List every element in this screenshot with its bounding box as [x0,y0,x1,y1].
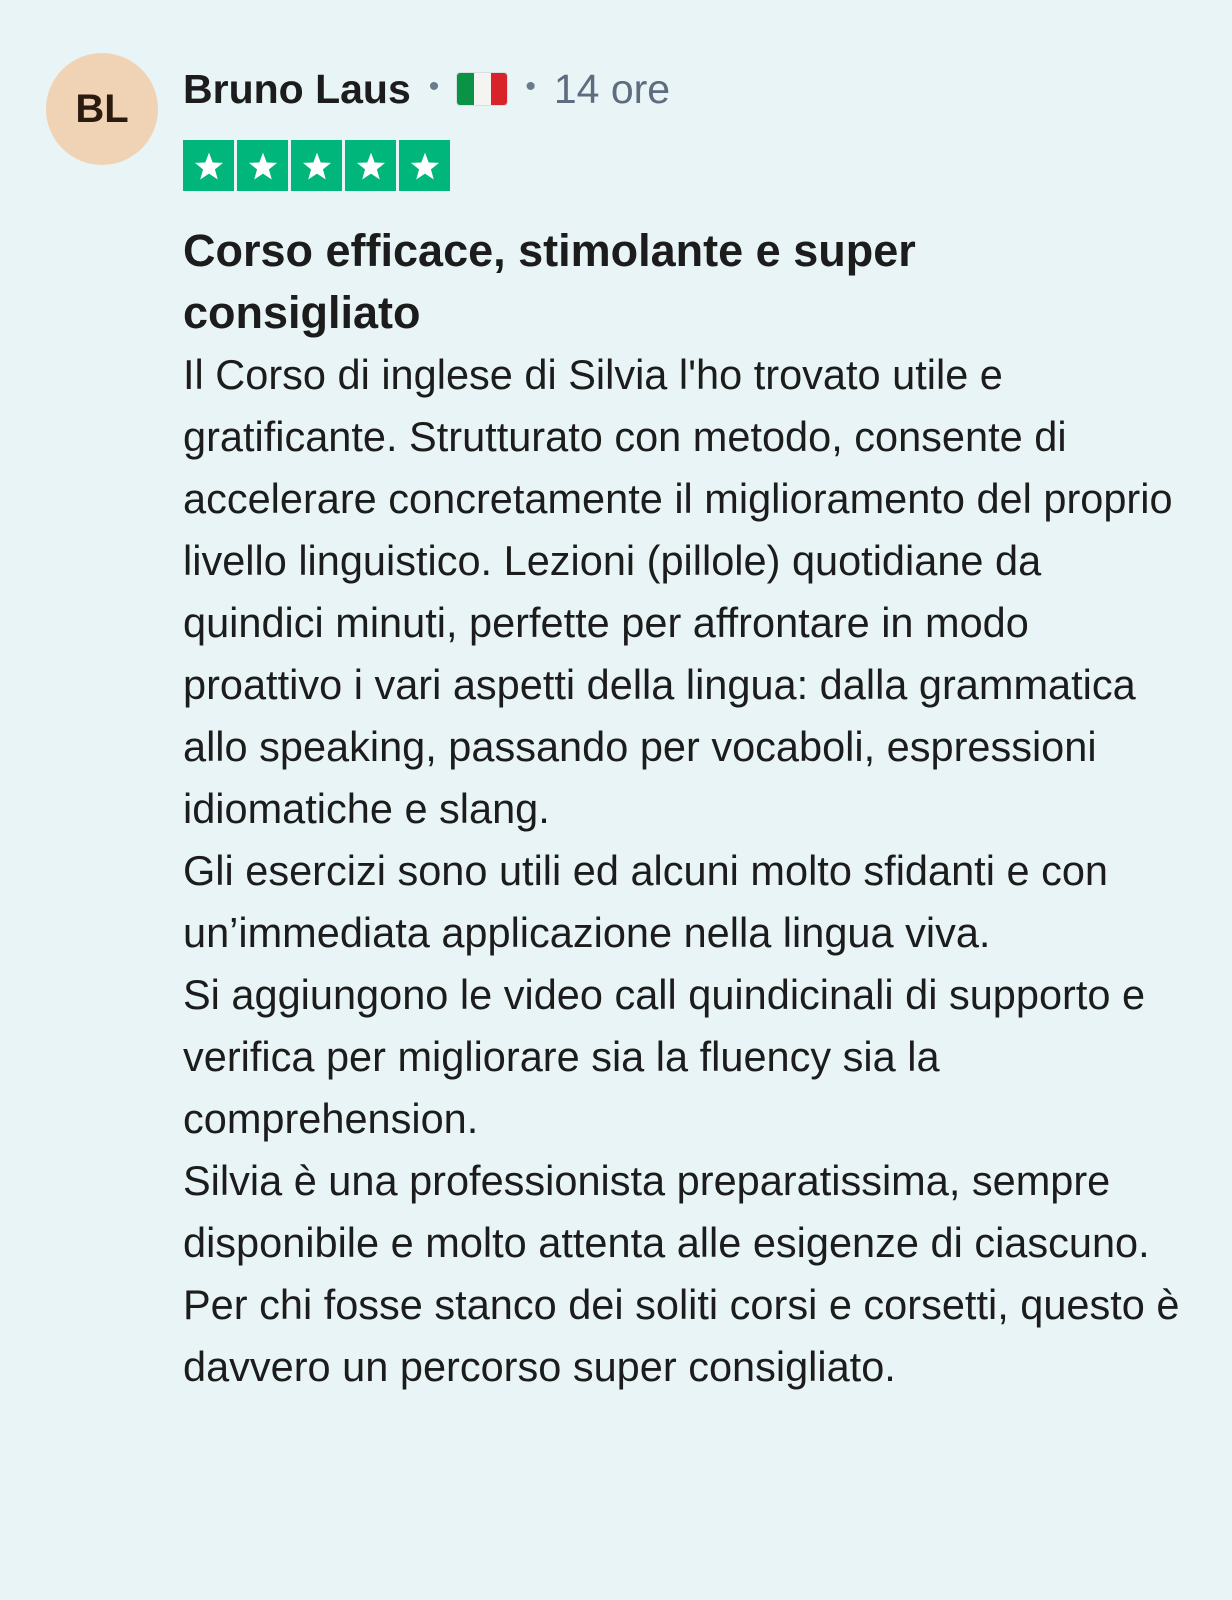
review-paragraph: Il Corso di inglese di Silvia l'ho trovato utile e gratificante. Strutturato con metodo, consente di accelerare concretamente il miglioramento del proprio livello linguistico. Lezioni (pillole) quotidiane da quindici minuti, perfette per affrontare in modo proattivo i vari aspetti della lingua: dalla grammatica allo speaking, passando per vocaboli, espressioni idiomatiche e slang. [183,351,1173,832]
avatar[interactable]: BL [46,53,158,165]
review-title[interactable]: Corso efficace, stimolante e super consigliato [183,225,916,338]
review-paragraph: Gli esercizi sono utili ed alcuni molto sfidanti e con un’immediata applicazione nella lingua viva. [183,847,1108,956]
star-icon [345,140,396,191]
separator-dot: • [525,70,536,103]
star-rating [183,140,1193,192]
review-paragraph: Silvia è una professionista preparatissima, sempre disponibile e molto attenta alle esigenze di ciascuno. [183,1157,1150,1266]
star-icon [237,140,288,191]
review-time: 14 ore [553,65,671,112]
author-name[interactable]: Bruno Laus [183,65,411,112]
review-body [183,344,1193,1398]
review-content [183,58,1193,1398]
star-icon [399,140,450,191]
star-icon [183,140,234,191]
review-paragraph: Per chi fosse stanco dei soliti corsi e corsetti, questo è davvero un percorso super consigliato. [183,1281,1180,1390]
italy-flag-icon [457,73,507,105]
separator-dot: • [428,70,440,103]
review-paragraph: Si aggiungono le video call quindicinali di supporto e verifica per migliorare sia la fluency sia la comprehension. [183,971,1146,1142]
review-meta [183,58,1193,120]
star-icon [291,140,342,191]
